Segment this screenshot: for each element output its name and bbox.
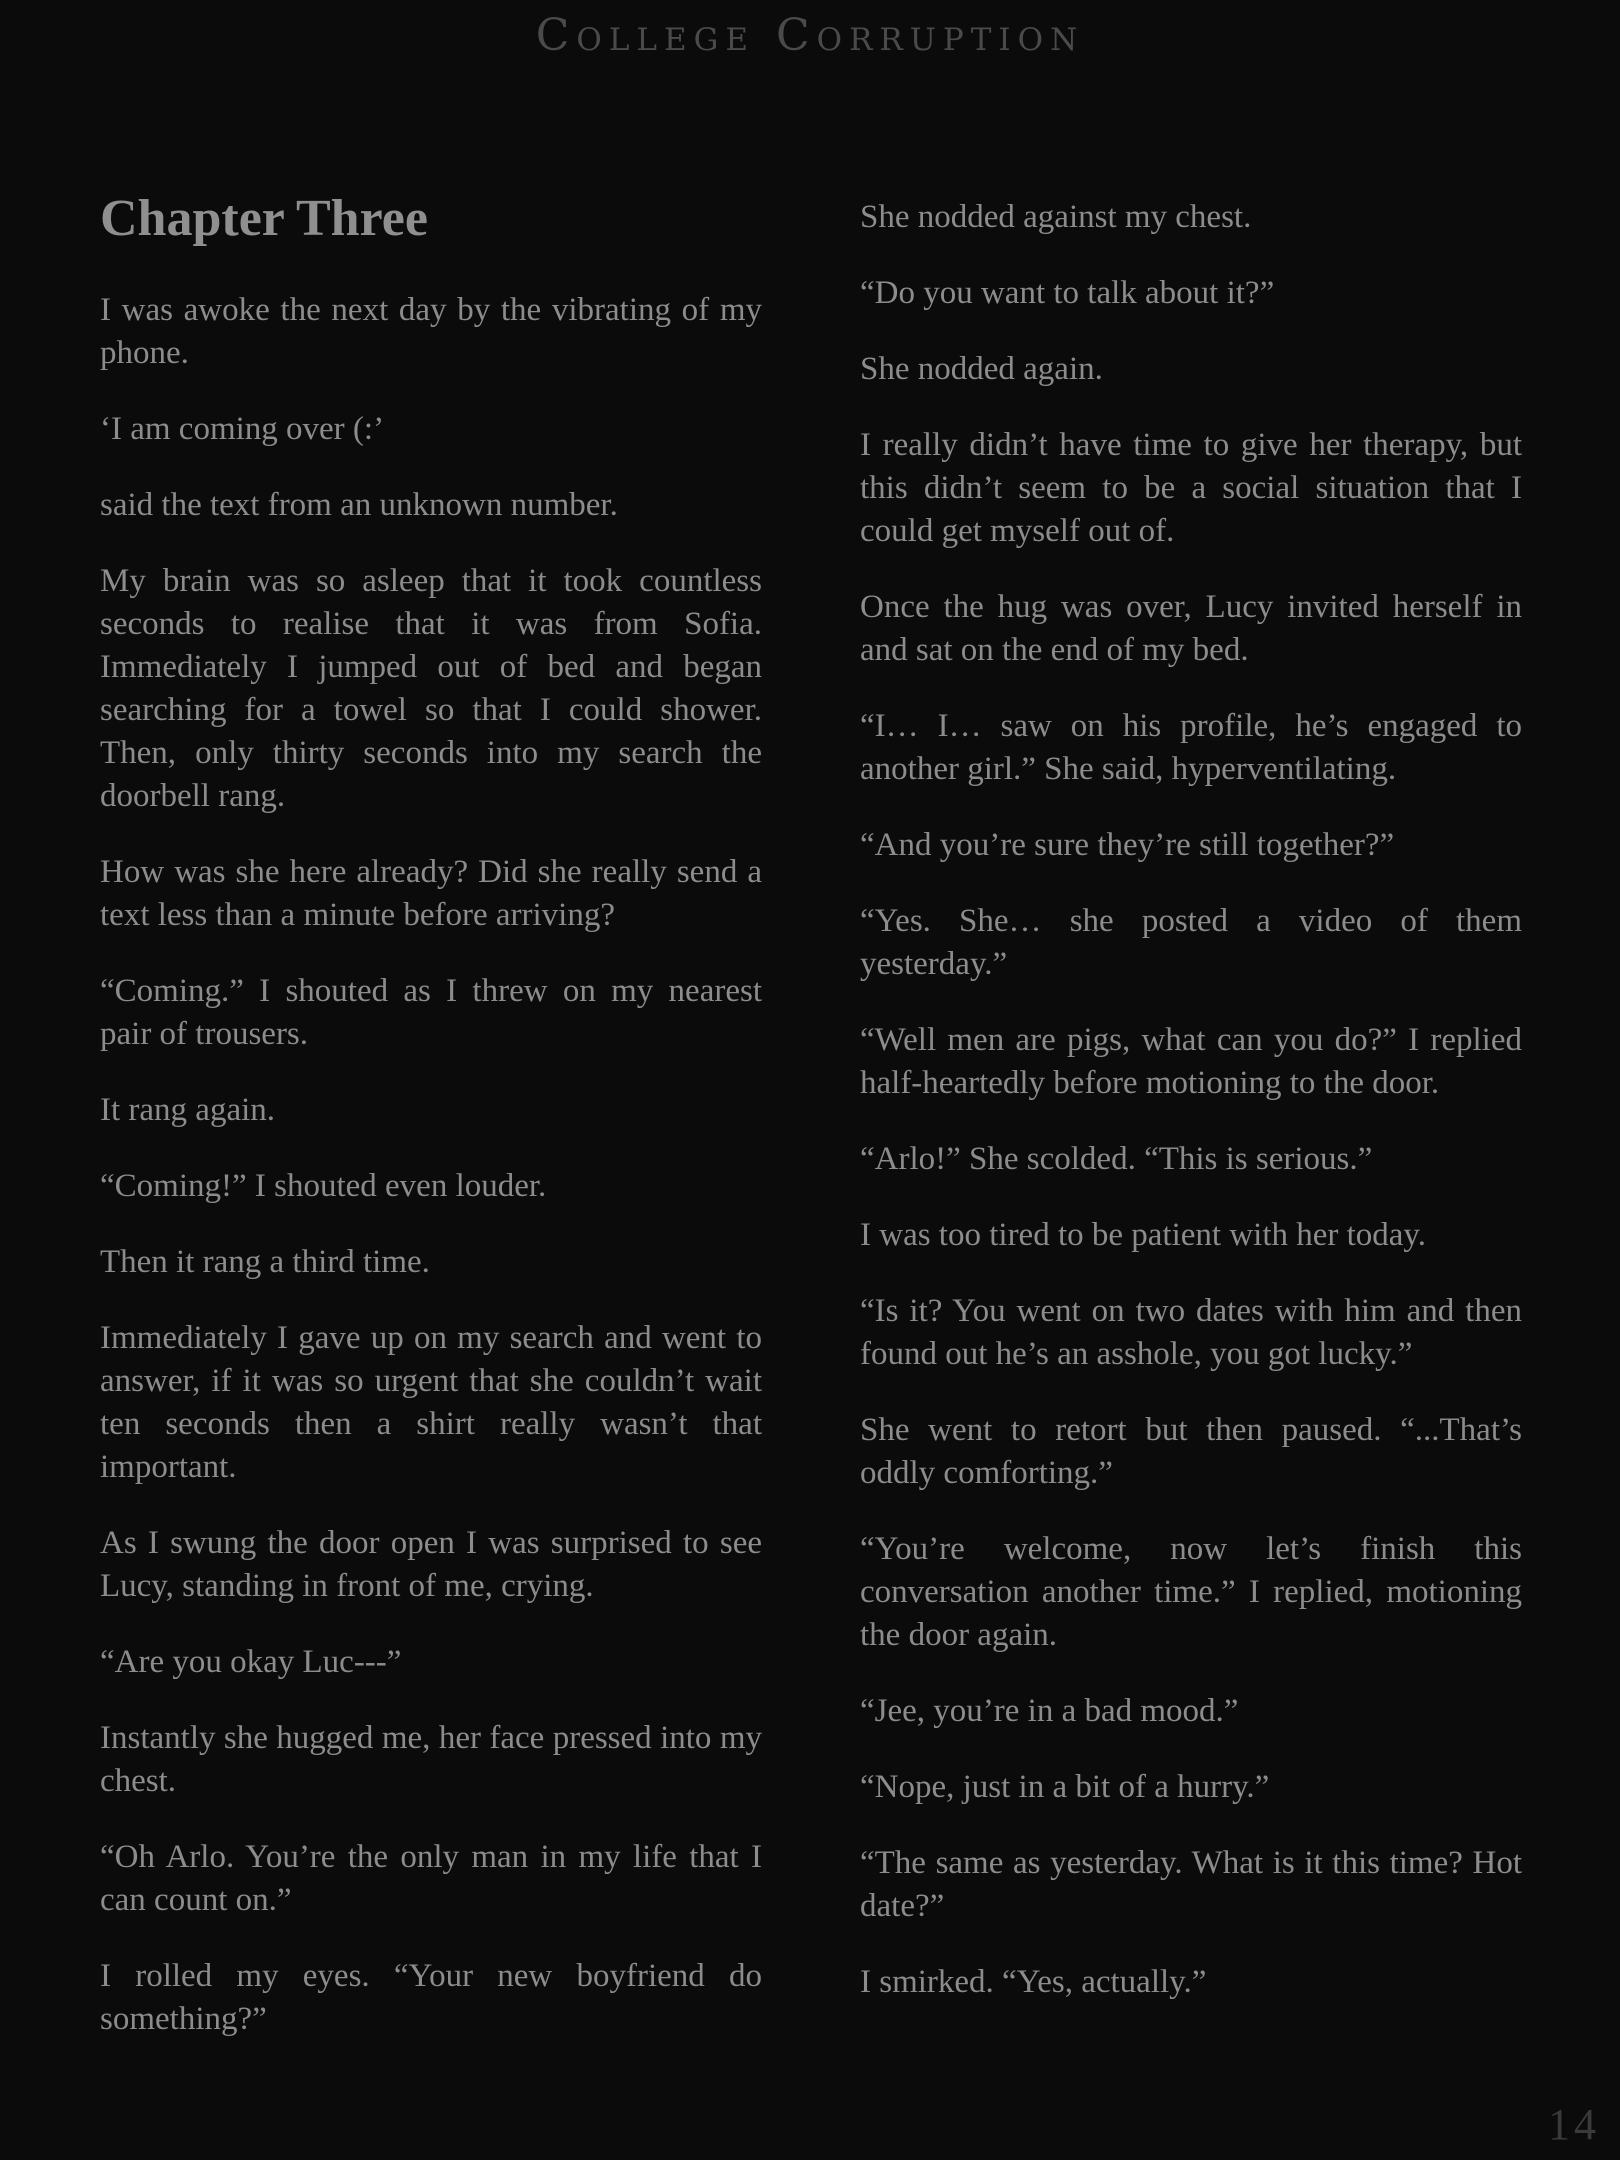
paragraph: “The same as yesterday. What is it this time? Hot date?” <box>860 1845 1522 1924</box>
paragraph: “Oh Arlo. You’re the only man in my life that I can count on.” <box>100 1839 762 1919</box>
paragraph: Once the hug was over, Lucy invited herself in and sat on the end of my bed. <box>860 589 1522 668</box>
paragraph: “Are you okay Luc---” <box>100 1644 402 1681</box>
paragraph: “Yes. She… she posted a video of them yesterday.” <box>860 903 1522 982</box>
paragraph: “You’re welcome, now let’s finish this conversation another time.” I replied, motioning the door again. <box>860 1531 1522 1653</box>
paragraph: I was too tired to be patient with her today. <box>860 1217 1427 1253</box>
paragraph: “Coming.” I shouted as I threw on my nearest pair of trousers. <box>100 973 762 1053</box>
paragraph: “Do you want to talk about it?” <box>860 275 1275 311</box>
paragraph: I really didn’t have time to give her therapy, but this didn’t seem to be a social situation that I could get myself out of. <box>860 427 1522 549</box>
paragraph: “And you’re sure they’re still together?” <box>860 827 1395 863</box>
page-number: 14 <box>1548 2100 1600 2149</box>
paragraph: Immediately I gave up on my search and went to answer, if it was so urgent that she couldn’t wait ten seconds then a shirt really wasn’t that important. <box>100 1320 762 1486</box>
paragraph: said the text from an unknown number. <box>100 487 618 524</box>
paragraph: It rang again. <box>100 1092 276 1129</box>
paragraph: I was awoke the next day by the vibrating of my phone. <box>100 292 762 372</box>
paragraph: Instantly she hugged me, her face pressed into my chest. <box>100 1720 762 1800</box>
paragraph: She nodded again. <box>860 351 1103 387</box>
paragraph: How was she here already? Did she really send a text less than a minute before arriving? <box>100 854 762 934</box>
paragraph: Then it rang a third time. <box>100 1244 430 1281</box>
paragraph: “Nope, just in a bit of a hurry.” <box>860 1769 1270 1805</box>
paragraph: “Arlo!” She scolded. “This is serious.” <box>860 1141 1373 1177</box>
paragraph: “I… I… saw on his profile, he’s engaged to another girl.” She said, hyperventilating. <box>860 708 1522 787</box>
paragraph: ‘I am coming over (:’ <box>100 411 385 448</box>
paragraph: “Well men are pigs, what can you do?” I replied half-heartedly before motioning to the door. <box>860 1022 1522 1101</box>
paragraph: “Coming!” I shouted even louder. <box>100 1168 547 1205</box>
paragraph: She went to retort but then paused. “...That’s oddly comforting.” <box>860 1412 1522 1491</box>
left-column <box>100 190 762 2074</box>
paragraph: She nodded against my chest. <box>860 199 1252 235</box>
right-column <box>860 196 1522 2037</box>
running-title: College Corruption <box>535 10 1085 61</box>
paragraph: I smirked. “Yes, actually.” <box>860 1964 1207 2000</box>
paragraph: As I swung the door open I was surprised to see Lucy, standing in front of me, crying. <box>100 1525 762 1605</box>
paragraph: My brain was so asleep that it took countless seconds to realise that it was from Sofia. Immediately I jumped out of bed and began searching for a towel so that I could shower. Then, only thirty seconds into my search the doorbell rang. <box>100 563 762 815</box>
paragraph: “Is it? You went on two dates with him and then found out he’s an asshole, you got lucky.” <box>860 1293 1522 1372</box>
chapter-title: Chapter Three <box>100 190 428 247</box>
paragraph: I rolled my eyes. “Your new boyfriend do something?” <box>100 1958 762 2038</box>
paragraph: “Jee, you’re in a bad mood.” <box>860 1693 1239 1729</box>
